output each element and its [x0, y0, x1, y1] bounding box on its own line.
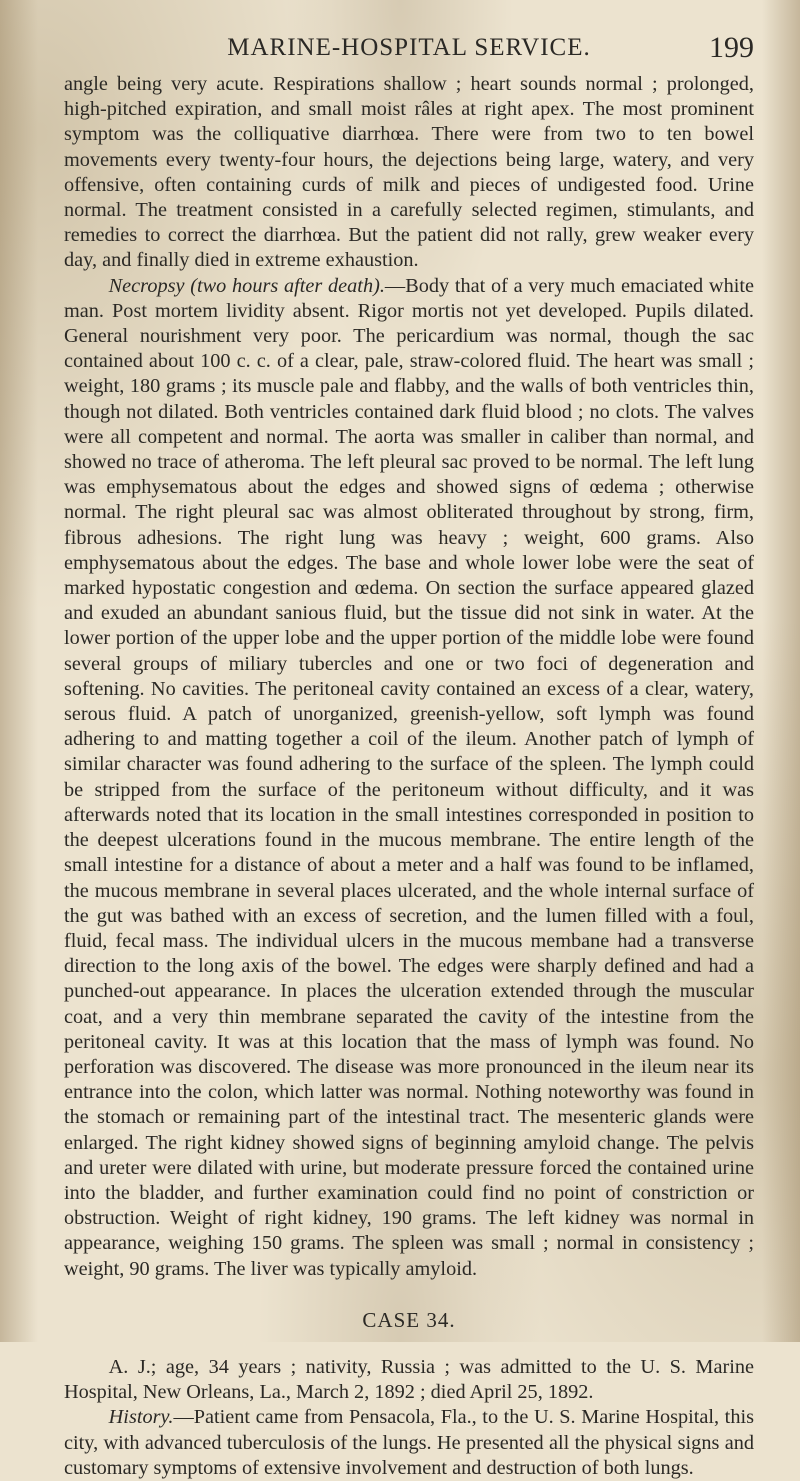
history-heading: History.	[108, 1406, 174, 1429]
body-text	[64, 72, 754, 1481]
running-header	[64, 31, 754, 68]
necropsy-heading: Necropsy (two hours after death).	[108, 274, 385, 297]
paragraph-history	[64, 1405, 754, 1481]
case-heading: CASE 34.	[362, 1307, 456, 1332]
paragraph-case-intro: A. J.; age, 34 years ; nativity, Russia ; was admitted to the U. S. Marine Hospital, New Orleans, La., March 2, 1892 ; died April 25, 1892.	[64, 1355, 754, 1404]
page-edge-shadow-left	[0, 0, 38, 1342]
paragraph-necropsy	[64, 274, 754, 1282]
page-edge-shadow-right	[762, 0, 800, 1342]
necropsy-text: —Body that of a very much emaciated white man. Post mortem lividity absent. Rigor mortis not yet developed. Pupils dilated. General nourishment very poor. The pericardium was normal, though the sac contained about 100 c. c. of a clear, pale, straw-colored fluid. The heart was small ; weight, 180 grams ; its muscle pale and flabby, and the walls of both ventricles thin, though not dilated. Both ventricles contained dark fluid blood ; no clots. The valves were all competent and normal. The aorta was smaller in caliber than normal, and showed no trace of atheroma. The left pleural sac proved to be normal. The left lung was emphysematous about the edges and showed signs of œdema ; otherwise normal. The right pleural sac was almost obliterated throughout by strong, firm, fibrous adhesions. The right lung was heavy ; weight, 600 grams. Also emphysematous about the edges. The base and whole lower lobe were the seat of marked hypostatic congestion and œdema. On section the surface appeared glazed and exuded an abundant sanious fluid, but the tissue did not sink in water. At the lower portion of the upper lobe and the upper portion of the middle lobe were found several groups of miliary tubercles and one or two foci of degeneration and softening. No cavities. The peritoneal cavity contained an excess of a clear, watery, serous fluid. A patch of unorganized, greenish-yellow, soft lymph was found adhering to and matting together a coil of the ileum. Another patch of lymph of similar character was found adhering to the surface of the spleen. The lymph could be stripped from the surface of the peritoneum without difficulty, and it was afterwards noted that its location in the small intestines corresponded in position to the deepest ulcerations found in the mucous membrane. The entire length of the small intestine for a distance of about a meter and a half was found to be inflamed, the mucous membrane in several places ulcerated, and the whole internal surface of the gut was bathed with an excess of secretion, and the lumen filled with a foul, fluid, fecal mass. The individual ulcers in the mucous membane had a transverse direction to the long axis of the bowel. The edges were sharply defined and had a punched-out appearance. In places the ulceration extended through the muscular coat, and a very thin membrane separated the cavity of the intestine from the peritoneal cavity. It was at this location that the mass of lymph was found. No perforation was discovered. The disease was more pronounced in the ileum near its entrance into the colon, which latter was normal. Nothing noteworthy was found in the stomach or remaining part of the intestinal tract. The mesenteric glands were enlarged. The right kidney showed signs of beginning amyloid change. The pelvis and ureter were dilated with urine, but moderate pressure forced the contained urine into the bladder, and further examination could find no point of constriction or obstruction. Weight of right kidney, 190 grams. The left kidney was normal in appearance, weighing 150 grams. The spleen was small ; normal in consistency ; weight, 90 grams. The liver was typically amyloid.	[64, 274, 754, 1280]
page-number: 199	[709, 31, 754, 64]
history-text: —Patient came from Pensacola, Fla., to the U. S. Marine Hospital, this city, with advanced tuberculosis of the lungs. He presented all the physical signs and customary symptoms of extensive involvement and destruction of both lungs.	[64, 1406, 754, 1479]
running-title: MARINE-HOSPITAL SERVICE.	[227, 34, 591, 61]
paragraph-continued-case: angle being very acute. Respirations shallow ; heart sounds normal ; prolonged, high-pitched expiration, and small moist râles at right apex. The most prominent symptom was the colliquative diarrhœa. There were from two to ten bowel movements every twenty-four hours, the dejections being large, watery, and very offensive, often containing curds of milk and pieces of undigested food. Urine normal. The treatment consisted in a carefully selected regimen, stimulants, and remedies to correct the diarrhœa. But the patient did not rally, grew weaker every day, and finally died in extreme exhaustion.	[64, 73, 754, 272]
